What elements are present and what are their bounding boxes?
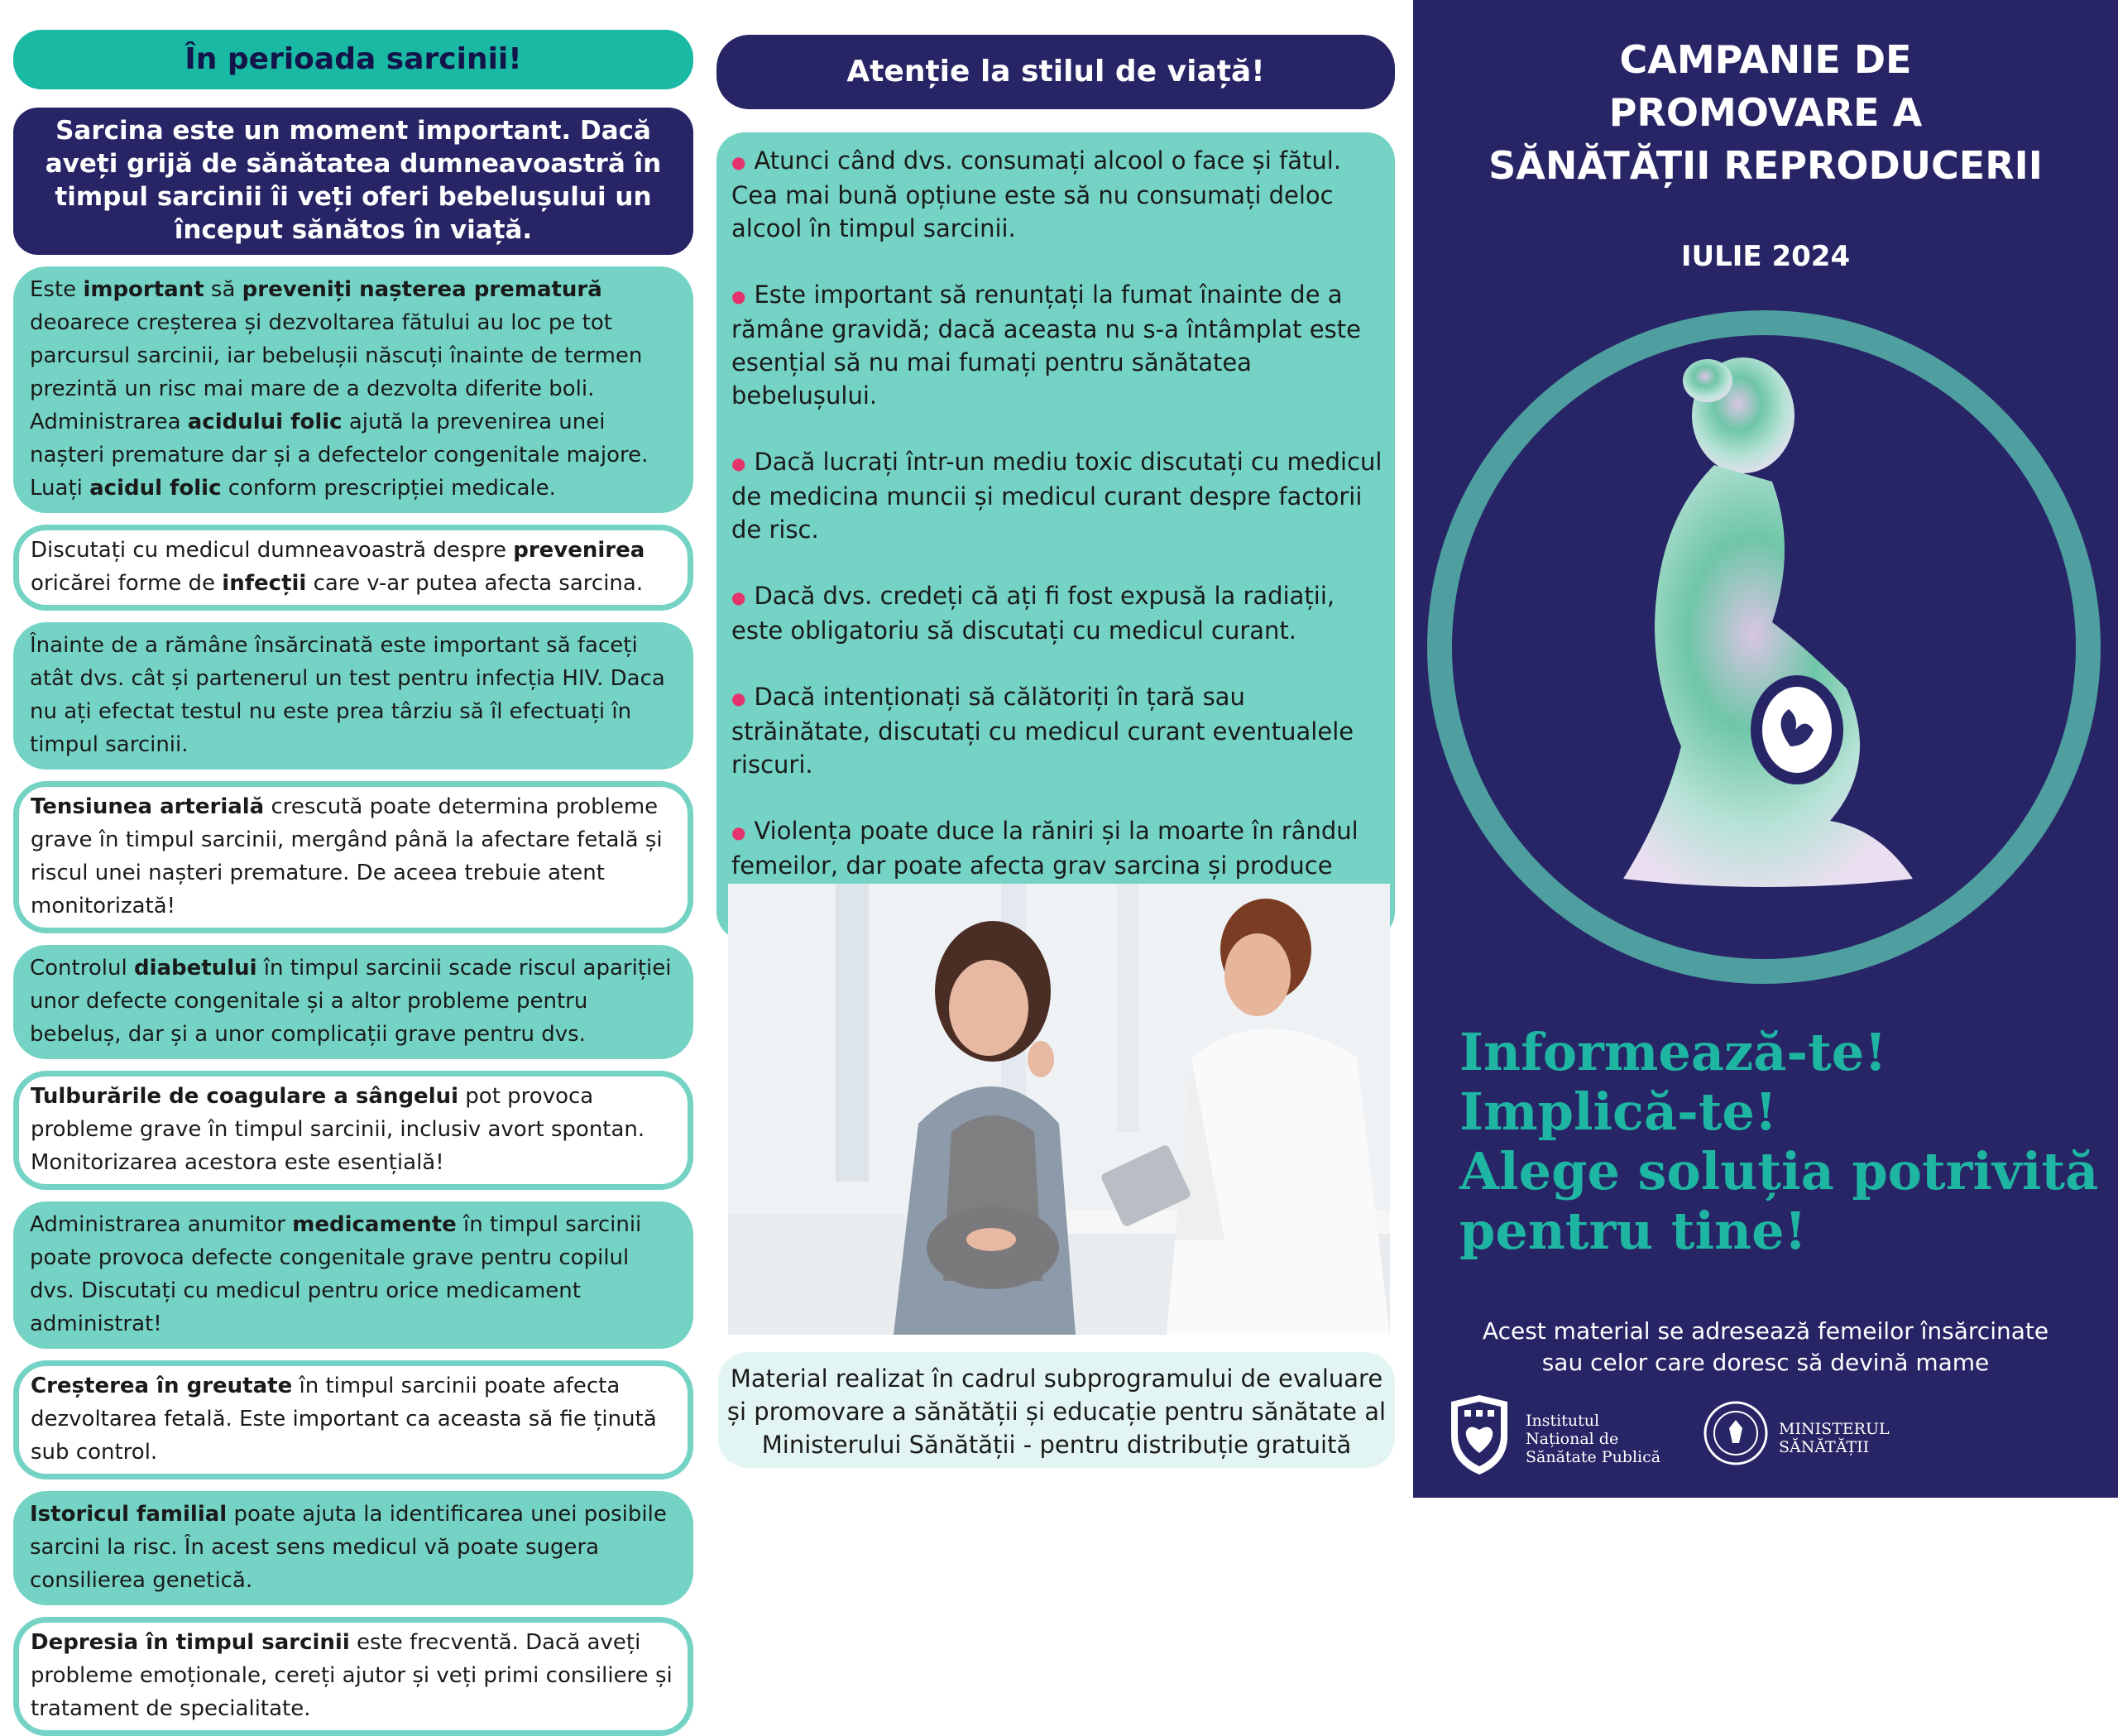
insp-line-2: Național de xyxy=(1526,1430,1619,1448)
audience-line-1: Acest material se adresează femeilor însărcinate xyxy=(1482,1317,2049,1345)
insp-line-3: Sănătate Publică xyxy=(1526,1448,1661,1466)
tip-text: să xyxy=(204,277,242,302)
ministry-logo-text xyxy=(1779,1420,1890,1456)
ministry-line-2: SĂNĂTĂȚII xyxy=(1779,1438,1870,1456)
pregnancy-column xyxy=(13,30,693,1736)
lifestyle-tip-text: Este important să renunțați la fumat înainte de a rămâne gravidă; dacă aceasta nu s-a întâmplat este esențial să nu mai fumați pentru sănătatea bebelușului. xyxy=(731,281,1361,410)
tip-text: conform prescripției medicale. xyxy=(221,476,556,501)
lifestyle-section-header: Atenție la stilul de viață! xyxy=(716,35,1395,109)
tip-text: Înainte de a rămâne însărcinată este important să faceți atât dvs. cât și partenerul un test pentru infecția HIV. Daca nu ați efectat testul nu este prea târziu să îl efectuați în timpul sarcinii. xyxy=(30,633,665,757)
target-audience-note xyxy=(1413,1316,2118,1379)
tip-emphasis: infecții xyxy=(222,571,307,596)
bullet-icon: ● xyxy=(731,453,746,473)
tip-text: în timpul sarcinii poate afecta dezvoltarea fetală. Este important ca aceasta să fie ținută sub control. xyxy=(31,1374,657,1465)
pregnancy-section-header: În perioada sarcinii! xyxy=(13,30,693,89)
pregnancy-tip-box xyxy=(13,1360,693,1479)
pregnant-silhouette-icon xyxy=(1416,300,2111,995)
bullet-icon: ● xyxy=(731,822,746,842)
insp-line-1: Institutul xyxy=(1526,1412,1600,1430)
lifestyle-tip-item xyxy=(731,278,1383,412)
tip-emphasis: Creșterea în greutate xyxy=(31,1374,293,1398)
tip-text: care v-ar putea afecta sarcina. xyxy=(306,571,644,596)
lifestyle-tip-item xyxy=(731,445,1383,546)
slogan-line-2: Implică-te! xyxy=(1459,1081,1778,1142)
tip-text: oricărei forme de xyxy=(31,571,223,596)
tip-emphasis: Depresia în timpul sarcinii xyxy=(31,1630,350,1655)
tip-text: Este xyxy=(30,277,84,302)
slogan-line-1: Informează-te! xyxy=(1459,1022,1887,1082)
pregnancy-tip-box xyxy=(13,622,693,770)
tip-emphasis: prevenirea xyxy=(513,538,645,563)
tip-emphasis: acidului folic xyxy=(187,410,343,434)
doctor-consultation-photo xyxy=(728,884,1390,1335)
tip-text: este frecventă. Dacă aveți probleme emoționale, cereți ajutor și veți primi consiliere și tratament de specialitate. xyxy=(31,1630,673,1721)
tip-text: crescută poate determina probleme grave în timpul sarcinii, mergând până la afectare fetală și riscul unei nașteri premature. De aceea trebuie atent monitorizată! xyxy=(31,794,663,918)
insp-shield-logo-icon xyxy=(1446,1393,1512,1476)
tip-text: Administrarea anumitor xyxy=(30,1212,293,1237)
campaign-title xyxy=(1413,33,2118,192)
slogan-line-4: pentru tine! xyxy=(1459,1201,1807,1261)
lifestyle-tip-text: Dacă lucrați într-un mediu toxic discutați cu medicul de medicina muncii și medicul curant despre factorii de risc. xyxy=(731,448,1382,544)
ministry-line-1: MINISTERUL xyxy=(1779,1420,1890,1438)
pregnancy-tip-box xyxy=(13,525,693,611)
bullet-icon: ● xyxy=(731,587,746,607)
tip-text: în timpul sarcinii poate provoca defecte congenitale grave pentru copilul dvs. Discutați cu medicul pentru orice medicament administrat! xyxy=(30,1212,642,1336)
institution-logos xyxy=(1446,1390,2108,1481)
tip-text: poate ajuta la identificarea unei posibile sarcini la risc. În acest sens medicul vă poate sugera consilierea genetică. xyxy=(30,1502,667,1593)
lifestyle-tip-item xyxy=(731,144,1383,245)
pregnancy-tip-box xyxy=(13,1617,693,1736)
tip-emphasis: medicamente xyxy=(292,1212,457,1237)
lifestyle-column xyxy=(716,35,1395,940)
tip-text: Discutați cu medicul dumneavoastră despre xyxy=(31,538,514,563)
pregnancy-tip-box xyxy=(13,1071,693,1190)
pregnancy-tips-list xyxy=(13,266,693,1736)
pregnancy-intro: Sarcina este un moment important. Dacă aveți grijă de sănătatea dumneavoastră în timpul sarcinii îi veți oferi bebelușului un început sănătos în viață. xyxy=(13,108,693,255)
tip-emphasis: diabetului xyxy=(133,956,257,981)
tip-text: în timpul sarcinii scade riscul apariției unor defecte congenitale și a altor probleme pentru bebeluș, dar și a unor complicații grave pentru dvs. xyxy=(30,956,672,1047)
tip-emphasis: Tensiunea arterială xyxy=(31,794,265,819)
consultation-illustration xyxy=(728,884,1390,1335)
slogan-line-3: Alege soluția potrivită xyxy=(1459,1141,2099,1201)
campaign-title-line-2: PROMOVARE A xyxy=(1608,90,1923,135)
lifestyle-tip-text: Violența poate duce la răniri și la moarte în rândul femeilor, dar poate afecta grav sarcina și produce xyxy=(731,817,1358,880)
lifestyle-tip-item xyxy=(731,579,1383,647)
pregnant-woman-emblem xyxy=(1416,300,2111,995)
tip-text: Controlul xyxy=(30,956,134,981)
tip-text: pot provoca probleme grave în timpul sarcinii, inclusiv avort spontan. Monitorizarea acestora este esențială! xyxy=(31,1084,645,1175)
lifestyle-tips-list xyxy=(716,132,1395,940)
campaign-title-line-3: SĂNĂTĂȚII REPRODUCERII xyxy=(1488,143,2043,188)
tip-emphasis: acidul folic xyxy=(89,476,222,501)
government-seal-icon xyxy=(1703,1400,1769,1466)
tip-emphasis: preveniți nașterea prematură xyxy=(242,277,602,302)
distribution-note: Material realizat în cadrul subprogramului de evaluare și promovare a sănătății și educație pentru sănătate al Ministerului Sănătății - pentru distribuție gratuită xyxy=(718,1352,1395,1468)
tip-text: ajută la prevenirea unei nașteri premature dar și a defectelor congenitale majore. Luați xyxy=(30,410,649,501)
tip-text: deoarece creșterea și dezvoltarea fătului au loc pe tot parcursul sarcinii, iar bebelușii născuți înainte de termen prezintă un risc mai mare de a dezvolta diferite boli. Administrarea xyxy=(30,310,643,434)
tip-emphasis: Tulburările de coagulare a sângelui xyxy=(31,1084,459,1109)
lifestyle-tip-text: Dacă intenționați să călătoriți în țară sau străinătate, discutați cu medicul curant eventualele riscuri. xyxy=(731,683,1354,779)
insp-logo-text xyxy=(1526,1412,1660,1466)
pregnancy-tip-box xyxy=(13,945,693,1059)
campaign-slogan xyxy=(1459,1023,2105,1261)
tip-emphasis: important xyxy=(83,277,204,302)
lifestyle-tip-text: Atunci când dvs. consumați alcool o face și fătul. Cea mai bună opțiune este să nu consumați deloc alcool în timpul sarcinii. xyxy=(731,146,1342,242)
tip-emphasis: Istoricul familial xyxy=(30,1502,228,1527)
pregnancy-tip-box xyxy=(13,1201,693,1349)
bullet-icon: ● xyxy=(731,286,746,306)
campaign-date: IULIE 2024 xyxy=(1680,240,1851,273)
pregnancy-tip-box xyxy=(13,1491,693,1605)
lifestyle-tip-item xyxy=(731,680,1383,781)
pregnancy-tip-box xyxy=(13,781,693,933)
lifestyle-tip-text: Dacă dvs. credeți că ați fi fost expusă la radiații, este obligatoriu să discutați cu medicul curant. xyxy=(731,582,1335,645)
pregnancy-tip-box xyxy=(13,266,693,513)
bullet-icon: ● xyxy=(731,688,746,708)
audience-line-2: sau celor care doresc să devină mame xyxy=(1541,1349,1990,1376)
cover-panel xyxy=(1413,0,2118,1498)
bullet-icon: ● xyxy=(731,152,746,172)
campaign-title-line-1: CAMPANIE DE xyxy=(1619,37,1912,82)
